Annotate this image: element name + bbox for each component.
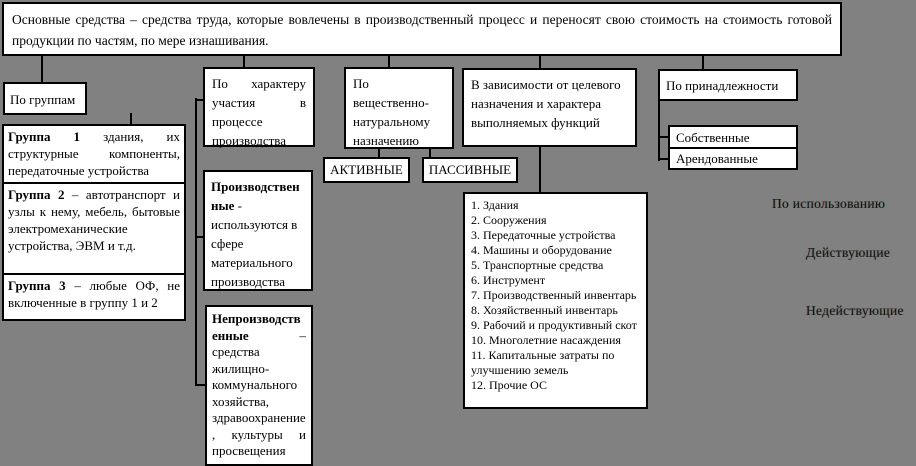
group-3-text: – любые ОФ, не включенные в группу 1 и 2 <box>8 278 180 310</box>
by-groups-header: По группам <box>10 92 76 107</box>
rented-item <box>670 149 796 168</box>
definition-box <box>2 2 842 56</box>
own-item <box>670 127 796 149</box>
usage-header <box>772 196 885 212</box>
purpose-item: 10. Многолетние насаждения <box>471 333 621 347</box>
ownership-header: По принадлежности <box>666 78 779 93</box>
connector-line <box>195 384 205 386</box>
production-box <box>203 170 313 291</box>
purpose-item: 12. Прочие ОС <box>471 378 547 392</box>
purpose-item: 7. Производственный инвентарь <box>471 288 637 302</box>
connector-line <box>195 98 197 386</box>
active-box <box>323 157 410 183</box>
connector-line <box>658 136 668 138</box>
group-2-item <box>4 184 184 275</box>
groups-list-box <box>2 124 186 321</box>
connector-line <box>195 236 203 238</box>
group-3-lead: Группа 3 <box>8 278 66 293</box>
usage-header-text: По использованию <box>772 196 886 211</box>
group-3-item <box>4 275 184 319</box>
connector-line <box>41 56 43 82</box>
nonproduction-lead: Непроизводственные <box>212 311 301 343</box>
rented-label: Арендованные <box>676 151 758 166</box>
purpose-item: 9. Рабочий и продуктивный скот <box>471 318 637 332</box>
purpose-item: 11. Капитальные затраты по улучшению земель <box>471 348 615 377</box>
ownership-header-box <box>658 69 798 101</box>
connector-line <box>195 99 203 101</box>
purpose-item: 6. Инструмент <box>471 273 546 287</box>
usage-active-text: Действующие <box>806 245 891 260</box>
connector-line <box>702 56 704 70</box>
purpose-header: В зависимости от целевого назначения и характера выполняемых функций <box>471 77 621 130</box>
production-text: - используются в сфере материального производства <box>211 198 298 289</box>
nonproduction-box <box>205 305 313 466</box>
ownership-list-box <box>668 125 798 170</box>
passive-box <box>422 157 518 183</box>
nonproduction-text: – средства жилищно-коммунального хозяйства, здравоохранение, культуры и просвещения <box>212 327 306 458</box>
usage-inactive-text: Недействующие <box>806 303 904 318</box>
own-label: Собственные <box>676 130 750 145</box>
purpose-item: 4. Машины и оборудование <box>471 243 612 257</box>
group-1-text: здания, их структурные компоненты, передаточные устройства <box>8 129 180 178</box>
connector-line <box>658 158 668 160</box>
connector-line <box>378 149 380 157</box>
purpose-header-box <box>462 68 637 147</box>
active-label: АКТИВНЫЕ <box>330 162 403 177</box>
purpose-list-box <box>463 192 648 409</box>
material-nature-header: По вещественно-натуральному назначению <box>353 76 431 148</box>
group-1-lead: Группа 1 <box>8 129 81 144</box>
participation-header: По характеру участия в процессе производства <box>212 76 306 148</box>
connector-line <box>429 149 431 157</box>
participation-header-box <box>203 67 315 147</box>
by-groups-header-box <box>3 82 87 115</box>
group-2-lead: Группа 2 <box>8 187 65 202</box>
usage-inactive-label <box>806 303 904 319</box>
passive-label: ПАССИВНЫЕ <box>428 162 512 177</box>
purpose-item: 3. Передаточные устройства <box>471 228 616 242</box>
production-lead: Производственные <box>211 179 300 213</box>
connector-line <box>539 147 541 192</box>
purpose-item: 8. Хозяйственный инвентарь <box>471 303 618 317</box>
purpose-item: 2. Сооружения <box>471 213 547 227</box>
definition-text: Основные средства – средства труда, которые вовлечены в производственный процесс и переносят свою стоимость на стоимость готовой продукции по частям, по мере изнашивания. <box>12 12 832 48</box>
group-1-item <box>4 126 184 184</box>
purpose-item: 1. Здания <box>471 198 519 212</box>
purpose-item: 5. Транспортные средства <box>471 258 604 272</box>
group-2-text: – автотранспорт и узлы к нему, мебель, бытовые электромеханические устройства, ЭВМ и т.д. <box>8 187 180 253</box>
material-nature-header-box <box>344 67 454 149</box>
connector-line <box>658 101 660 161</box>
usage-active-label <box>806 245 890 261</box>
